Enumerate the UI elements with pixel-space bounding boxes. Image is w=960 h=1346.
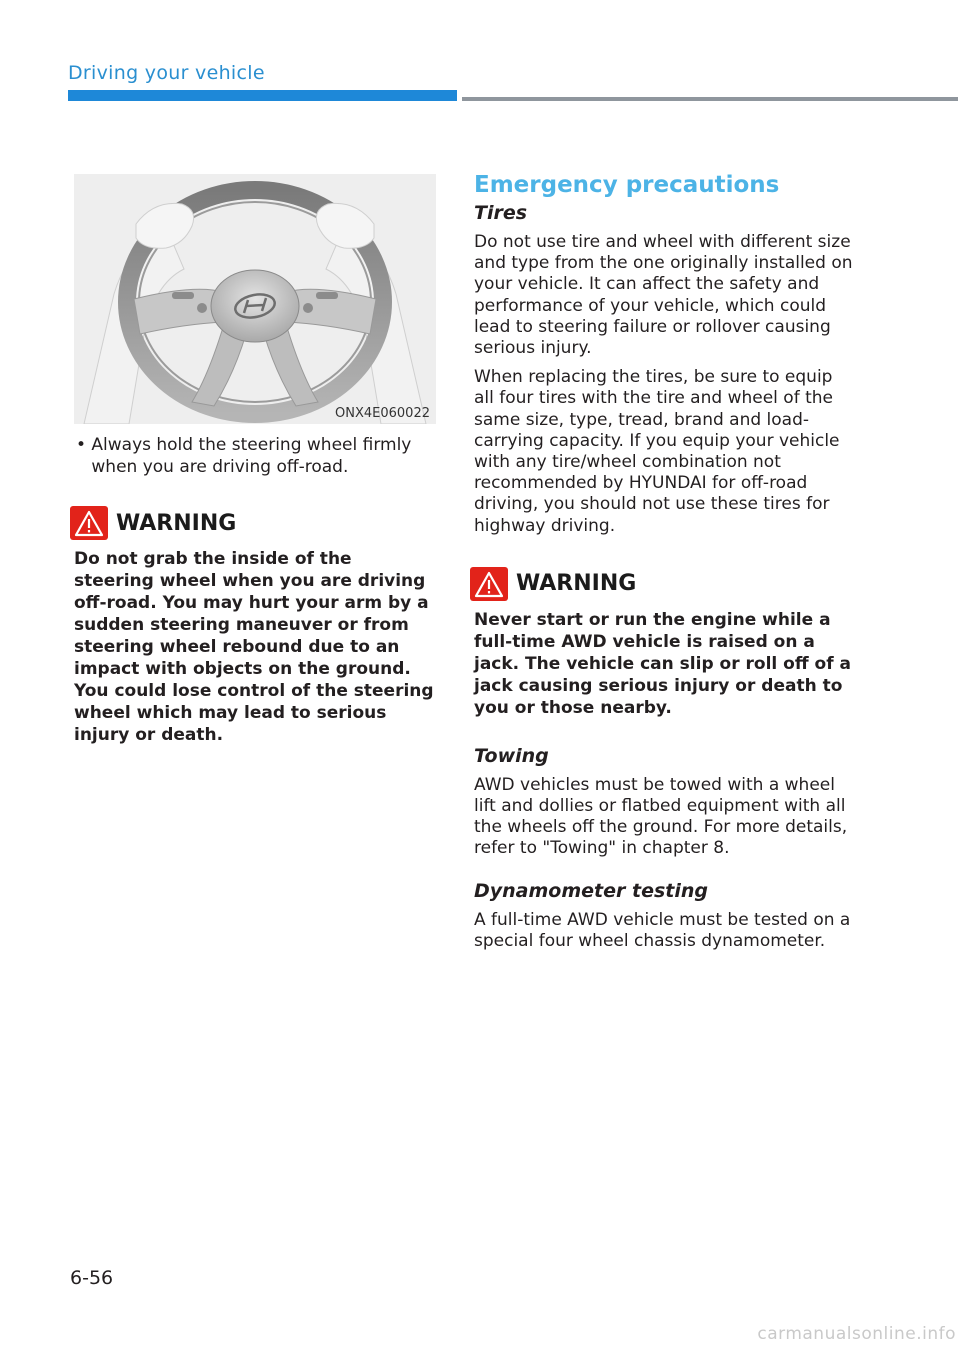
header-section-title: Driving your vehicle (68, 62, 265, 84)
steering-wheel-figure (74, 174, 436, 424)
left-column (74, 174, 436, 746)
right-column (474, 172, 854, 952)
tires-paragraph-1: Do not use tire and wheel with different size and type from the one originally installed on your vehicle. It can affect the safety and performance of your vehicle, which could lead to steering failure or rollover causing serious injury. (474, 232, 853, 359)
warning-triangle-icon (470, 567, 508, 601)
bullet-text: Always hold the steering wheel firmly when you are driving off-road. (91, 435, 412, 477)
bullet-dot: • (76, 435, 87, 455)
watermark: carmanualsonline.info (757, 1324, 956, 1344)
towing-heading: Towing (474, 744, 549, 767)
warning-text-left: Do not grab the inside of the steering wheel when you are driving off-road. You may hurt your arm by a sudden steering maneuver or from steering wheel rebound due to an impact with objects on the ground. You could lose control of the steering wheel which may lead to serious injury or death. (74, 549, 434, 745)
page-number: 6-56 (70, 1267, 114, 1289)
dynamometer-paragraph: A full-time AWD vehicle must be tested on a special four wheel chassis dynamometer. (474, 909, 851, 951)
towing-paragraph: AWD vehicles must be towed with a wheel lift and dollies or flatbed equipment with all the wheels off the ground. For more details, refer to "Towing" in chapter 8. (474, 774, 848, 859)
warning-label: WARNING (116, 510, 237, 536)
figure-code: ONX4E060022 (335, 406, 430, 421)
section-title: Emergency precautions (474, 172, 780, 198)
warning-heading-left (70, 506, 436, 540)
warning-text-right: Never start or run the engine while a full-time AWD vehicle is raised on a jack. The vehicle can slip or roll off of a jack causing serious injury or death to you or those nearby. (474, 609, 851, 718)
list-item (74, 434, 436, 478)
header-rule-accent (68, 90, 457, 101)
header-rule-gray (462, 97, 958, 101)
tires-heading: Tires (474, 202, 528, 224)
warning-label: WARNING (516, 571, 637, 597)
warning-heading-right (470, 567, 854, 601)
dynamometer-heading: Dynamometer testing (474, 879, 708, 902)
warning-triangle-icon (70, 506, 108, 540)
steering-wheel-illustration (74, 174, 436, 424)
tires-paragraph-2: When replacing the tires, be sure to equip all four tires with the tire and wheel of the same size, type, tread, brand and load-carrying capacity. If you equip your vehicle with any tire/wheel combination not recommended by HYUNDAI for off-road driving, you should not use these tires for highway driving. (474, 367, 840, 536)
